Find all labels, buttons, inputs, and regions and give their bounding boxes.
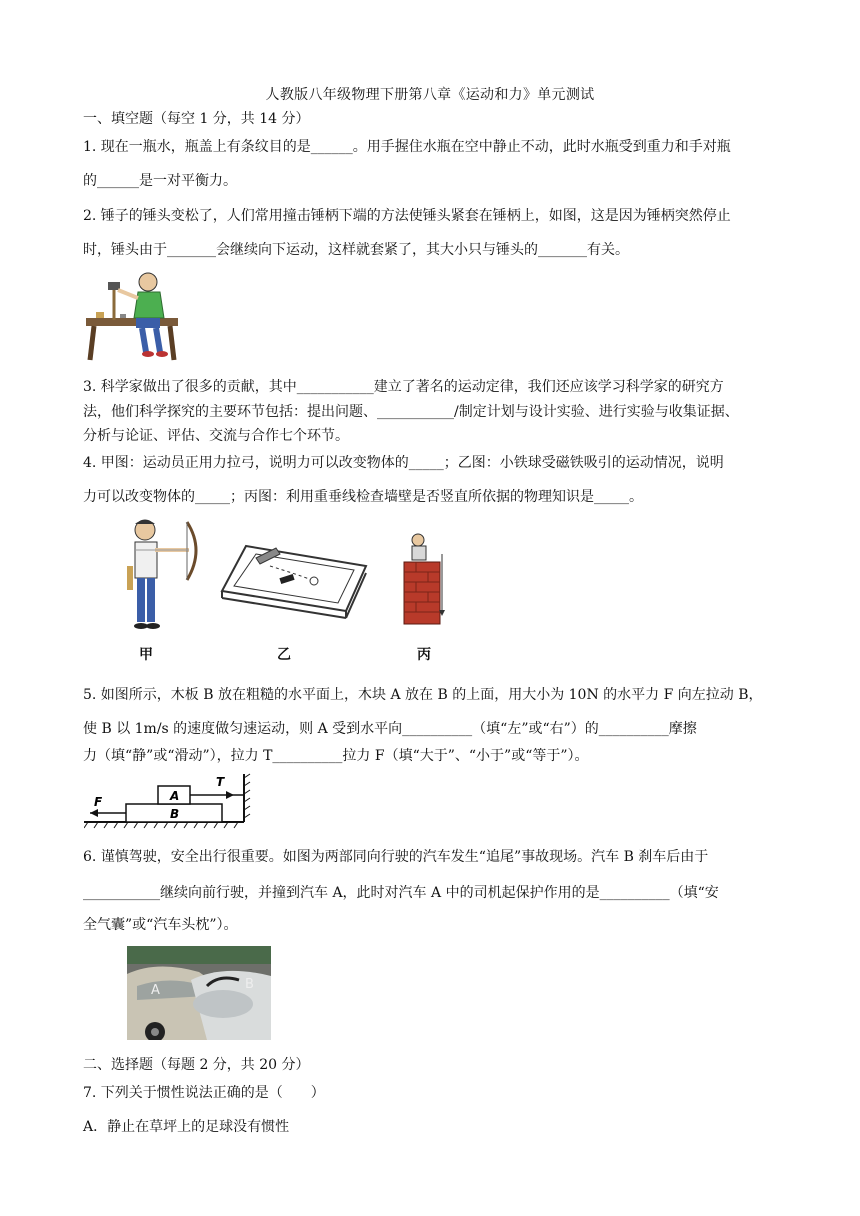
plumb-wall-figure <box>396 530 456 630</box>
q2-line2: 时，锤头由于_______会继续向下运动，这样就套紧了，其大小只与锤头的_______有关。 <box>83 242 629 258</box>
car-label-a: A <box>151 983 160 998</box>
q4-line2: 力可以改变物体的_____；丙图：利用重垂线检查墙壁是否竖直所依据的物理知识是_____。 <box>83 489 643 505</box>
page-title: 人教版八年级物理下册第八章《运动和力》单元测试 <box>265 87 595 103</box>
q3-line1: 3. 科学家做出了很多的贡献，其中___________建立了著名的运动定律，我们还应该学习科学家的研究方 <box>83 379 724 395</box>
q6-line1: 6. 谨慎驾驶，安全出行很重要。如图为两部同向行驶的汽车发生“追尾”事故现场。汽车 B 刹车后由于 <box>83 849 709 865</box>
q4-line1: 4. 甲图：运动员正用力拉弓，说明力可以改变物体的_____；乙图：小铁球受磁铁吸引的运动情况，说明 <box>83 455 724 471</box>
block-friction-figure <box>84 770 259 832</box>
q3-line2: 法，他们科学探究的主要环节包括：提出问题、___________/制定计划与设计实验、进行实验与收集证据、 <box>83 404 739 420</box>
section-fill-in: 一、填空题（每空 1 分，共 14 分） <box>83 111 310 127</box>
archer-figure <box>115 516 205 636</box>
q5-line1: 5. 如图所示，木板 B 放在粗糙的水平面上，木块 A 放在 B 的上面，用大小为 10N 的水平力 F 向左拉动 B， <box>83 687 763 703</box>
q5-line2: 使 B 以 1m/s 的速度做匀速运动，则 A 受到水平向__________（填“左”或“右”）的__________摩擦 <box>83 721 697 737</box>
car-label-b: B <box>245 977 254 992</box>
label-force-t: T <box>216 775 225 789</box>
label-force-f: F <box>94 795 103 809</box>
hammer-figure <box>82 268 182 363</box>
car-collision-photo <box>127 946 271 1040</box>
section-multiple-choice: 二、选择题（每题 2 分，共 20 分） <box>83 1057 310 1073</box>
q2-line1: 2. 锤子的锤头变松了，人们常用撞击锤柄下端的方法使锤头紧套在锤柄上，如图，这是因为锤柄突然停止 <box>83 208 731 224</box>
q7-option-a: A．静止在草坪上的足球没有惯性 <box>83 1119 290 1135</box>
q3-line3: 分析与论证、评估、交流与合作七个环节。 <box>83 428 349 444</box>
label-block-a: A <box>170 789 180 803</box>
q1-line2: 的______是一对平衡力。 <box>83 173 237 189</box>
q5-line3: 力（填“静”或“滑动”），拉力 T__________拉力 F（填“大于”、“小于”或“等于”）。 <box>83 748 589 764</box>
q1-line1: 1. 现在一瓶水，瓶盖上有条纹目的是______。用手握住水瓶在空中静止不动，此时水瓶受到重力和手对瓶 <box>83 139 731 155</box>
magnet-table-figure <box>216 536 376 626</box>
q7-stem: 7. 下列关于惯性说法正确的是（ ） <box>83 1085 325 1101</box>
label-block-b: B <box>170 807 180 821</box>
figure-label-jia: 甲 <box>139 647 153 663</box>
q6-line3: 全气囊”或“汽车头枕”）。 <box>83 917 238 933</box>
q6-line2: ___________继续向前行驶，并撞到汽车 A，此时对汽车 A 中的司机起保护作用的是__________（填“安 <box>83 885 719 901</box>
figure-label-yi: 乙 <box>277 647 291 663</box>
figure-label-bing: 丙 <box>417 647 431 663</box>
